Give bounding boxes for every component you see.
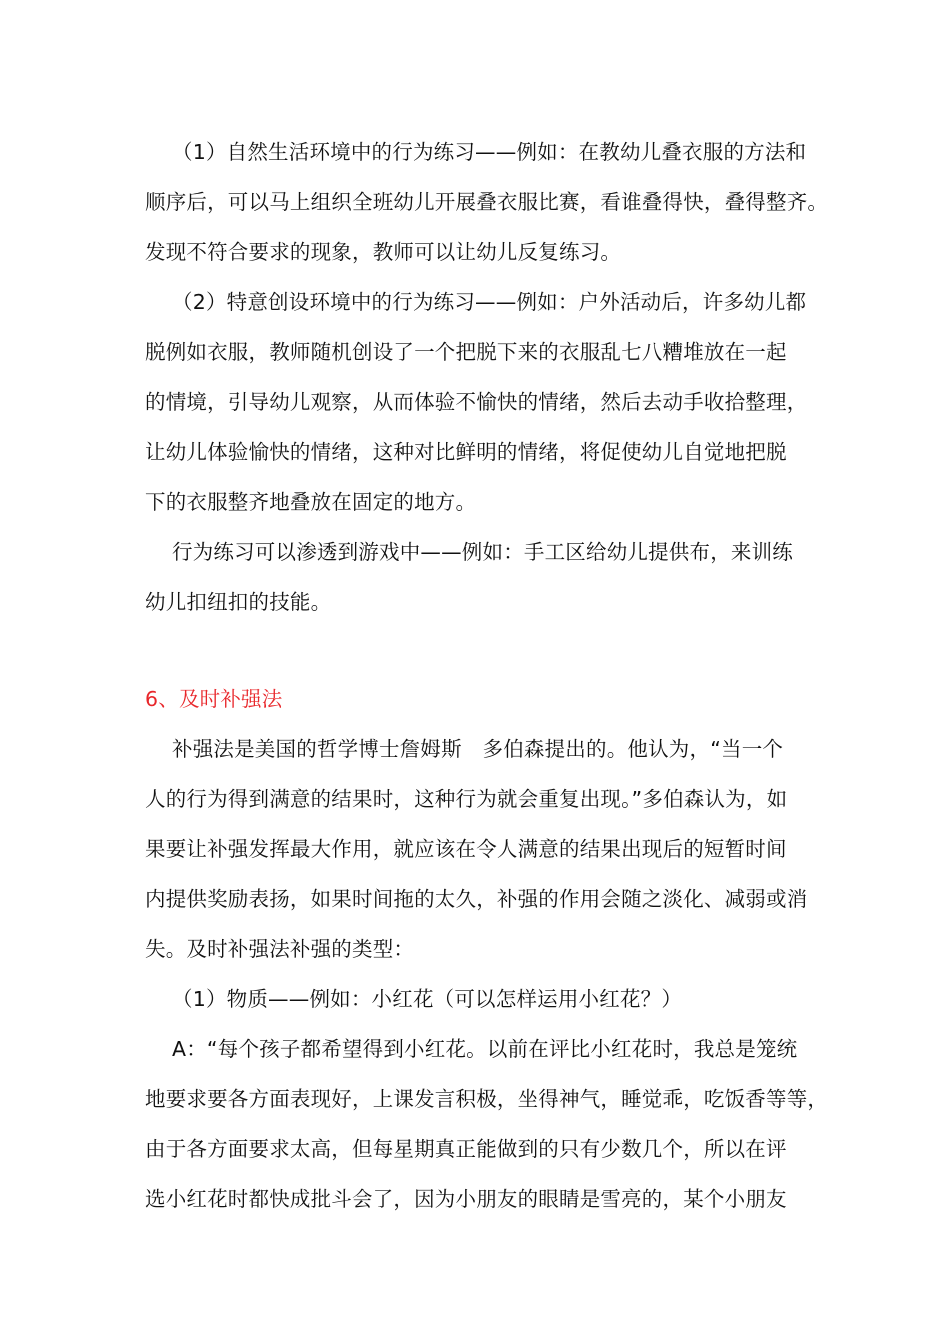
paragraph-example-a-line-2: 地要求要各方面表现好，上课发言积极，坐得神气，睡觉乖，吃饭香等等， [145, 1087, 829, 1111]
paragraph-natural-practice-line-1: （1）自然生活环境中的行为练习——例如：在教幼儿叠衣服的方法和 [172, 140, 807, 164]
paragraph-reinforcement-line-3: 果要让补强发挥最大作用，就应该在令人满意的结果出现后的短暂时间 [145, 837, 787, 861]
paragraph-reinforcement-line-1: 补强法是美国的哲学博士詹姆斯 多伯森提出的。他认为，“当一个 [172, 737, 784, 761]
paragraph-example-a-line-3: 由于各方面要求太高，但每星期真正能做到的只有少数几个，所以在评 [145, 1137, 787, 1161]
paragraph-material-item: （1）物质——例如：小红花（可以怎样运用小红花？） [172, 987, 683, 1011]
paragraph-created-env-line-1: （2）特意创设环境中的行为练习——例如：户外活动后，许多幼儿都 [172, 290, 807, 314]
paragraph-reinforcement-line-2: 人的行为得到满意的结果时，这种行为就会重复出现。”多伯森认为，如 [145, 787, 788, 811]
paragraph-game-practice-line-2: 幼儿扣纽扣的技能。 [145, 590, 332, 614]
section-heading: 6、及时补强法 [145, 687, 283, 711]
paragraph-created-env-line-5: 下的衣服整齐地叠放在固定的地方。 [145, 490, 477, 514]
paragraph-natural-practice-line-3: 发现不符合要求的现象，教师可以让幼儿反复练习。 [145, 240, 622, 264]
paragraph-example-a-line-4: 选小红花时都快成批斗会了，因为小朋友的眼睛是雪亮的，某个小朋友 [145, 1187, 787, 1211]
paragraph-reinforcement-line-5: 失。及时补强法补强的类型： [145, 937, 415, 961]
paragraph-example-a-line-1: A：“每个孩子都希望得到小红花。以前在评比小红花时，我总是笼统 [172, 1037, 798, 1061]
paragraph-natural-practice-line-2: 顺序后，可以马上组织全班幼儿开展叠衣服比赛，看谁叠得快，叠得整齐。 [145, 190, 829, 214]
paragraph-created-env-line-4: 让幼儿体验愉快的情绪，这种对比鲜明的情绪，将促使幼儿自觉地把脱 [145, 440, 787, 464]
paragraph-created-env-line-3: 的情境，引导幼儿观察，从而体验不愉快的情绪，然后去动手收拾整理， [145, 390, 808, 414]
paragraph-game-practice-line-1: 行为练习可以渗透到游戏中——例如：手工区给幼儿提供布，来训练 [172, 540, 793, 564]
paragraph-created-env-line-2: 脱例如衣服，教师随机创设了一个把脱下来的衣服乱七八糟堆放在一起 [145, 340, 787, 364]
paragraph-reinforcement-line-4: 内提供奖励表扬，如果时间拖的太久，补强的作用会随之淡化、减弱或消 [145, 887, 808, 911]
